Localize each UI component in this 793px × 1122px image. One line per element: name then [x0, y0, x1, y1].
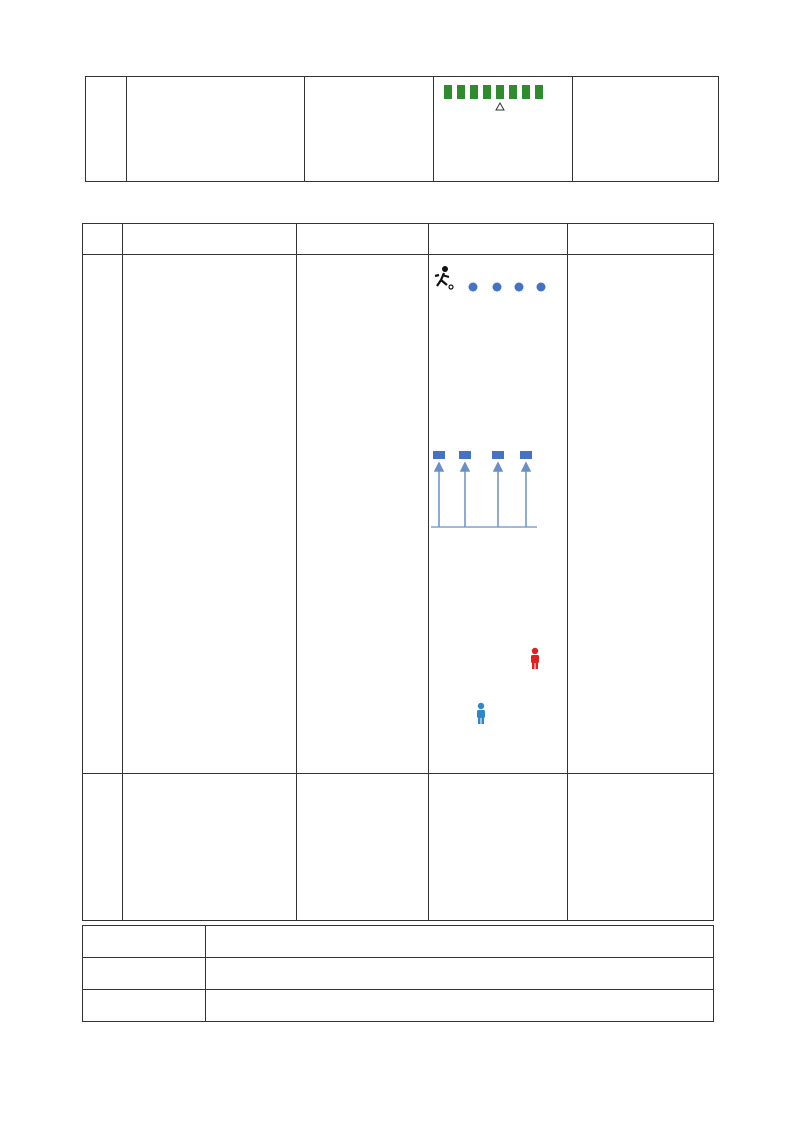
header-content: [123, 224, 297, 255]
red-student-icon: [531, 648, 539, 669]
header-org: [429, 224, 568, 255]
header-adjust: [568, 224, 714, 255]
ending-adjust-cell: [568, 774, 714, 921]
ball-row: [469, 283, 546, 292]
ending-stage-cell: [83, 774, 123, 921]
header-row: [83, 224, 714, 255]
top-table: [85, 76, 719, 182]
ending-org-cell: [429, 774, 568, 921]
header-activity: [297, 224, 429, 255]
top-adjust-cell: [573, 77, 719, 182]
lesson-table: [82, 223, 714, 921]
basic-section-row: [83, 255, 714, 774]
load-value: [206, 958, 714, 990]
ending-activity-cell: [297, 774, 429, 921]
basic-formation-diagram: [429, 255, 568, 774]
venue-label: [83, 926, 206, 958]
load-label: [83, 958, 206, 990]
top-content-cell: [127, 77, 305, 182]
top-process-cell: [86, 77, 127, 182]
header-process: [83, 224, 123, 255]
ending-section-row: [83, 774, 714, 921]
basic-stage-cell: [83, 255, 123, 774]
blue-teacher-icon: [477, 703, 485, 724]
reference-value: [206, 990, 714, 1022]
top-formation-diagram: [434, 77, 573, 182]
top-org-cell: [434, 77, 573, 182]
reference-label: [83, 990, 206, 1022]
info-table: [82, 925, 714, 1022]
venue-value: [206, 926, 714, 958]
basic-adjust-cell: [568, 255, 714, 774]
triangle-marker-icon: [496, 103, 504, 110]
run-arrows: [435, 463, 530, 527]
kicking-player-icon: [435, 266, 453, 289]
blackboard-row: [433, 451, 532, 459]
green-cone-row: [444, 85, 543, 99]
ending-content-cell: [123, 774, 297, 921]
top-activity-cell: [305, 77, 434, 182]
basic-org-cell: [429, 255, 568, 774]
ending-formation-diagram: [429, 774, 568, 921]
basic-content-cell: [123, 255, 297, 774]
basic-activity-cell: [297, 255, 429, 774]
